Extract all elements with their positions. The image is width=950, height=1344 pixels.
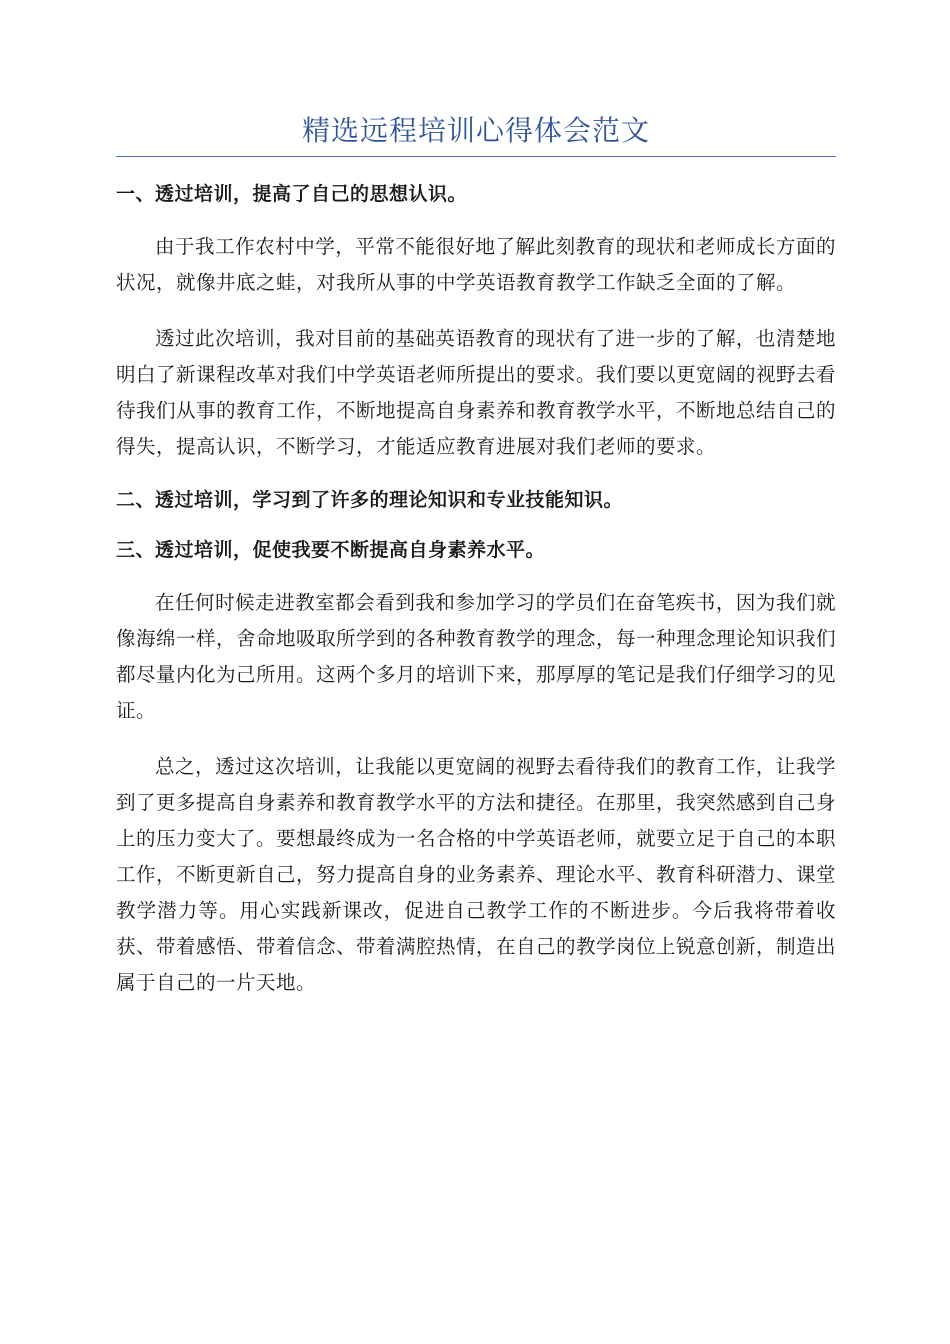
paragraph-2: 透过此次培训，我对目前的基础英语教育的现状有了进一步的了解，也清楚地明白了新课程改革对我们中学英语老师所提出的要求。我们要以更宽阔的视野去看待我们从事的教育工作，不断地提高自身素养和教育教学水平，不断地总结自己的得失，提高认识，不断学习，才能适应教育进展对我们老师的要求。 <box>116 327 837 458</box>
paragraph-3: 在任何时候走进教室都会看到我和参加学习的学员们在奋笔疾书，因为我们就像海绵一样，舍命地吸取所学到的各种教育教学的理念，每一种理念理论知识我们都尽量内化为己所用。这两个多月的培训下来，那厚厚的笔记是我们仔细学习的见证。 <box>116 591 837 722</box>
section-heading-3: 三、透过培训，促使我要不断提高自身素养水平。 <box>116 539 546 561</box>
paragraph-4: 总之，透过这次培训，让我能以更宽阔的视野去看待我们的教育工作，让我学到了更多提高自身素养和教育教学水平的方法和捷径。在那里，我突然感到自己身上的压力变大了。要想最终成为一名合格的中学英语老师，就要立足于自己的本职工作，不断更新自己，努力提高自身的业务素养、理论水平、教育科研潜力、课堂教学潜力等。用心实践新课改，促进自己教学工作的不断进步。今后我将带着收获、带着感悟、带着信念、带着满腔热情，在自己的教学岗位上锐意创新，制造出属于自己的一片天地。 <box>116 755 837 994</box>
document-page <box>116 110 836 1001</box>
section-heading-2: 二、透过培训，学习到了许多的理论知识和专业技能知识。 <box>116 489 624 511</box>
paragraph-1: 由于我工作农村中学，平常不能很好地了解此刻教育的现状和老师成长方面的状况，就像井底之蛙，对我所从事的中学英语教育教学工作缺乏全面的了解。 <box>116 235 836 294</box>
document-title: 精选远程培训心得体会范文 <box>116 110 836 157</box>
section-heading-1: 一、透过培训，提高了自己的思想认识。 <box>116 183 468 205</box>
